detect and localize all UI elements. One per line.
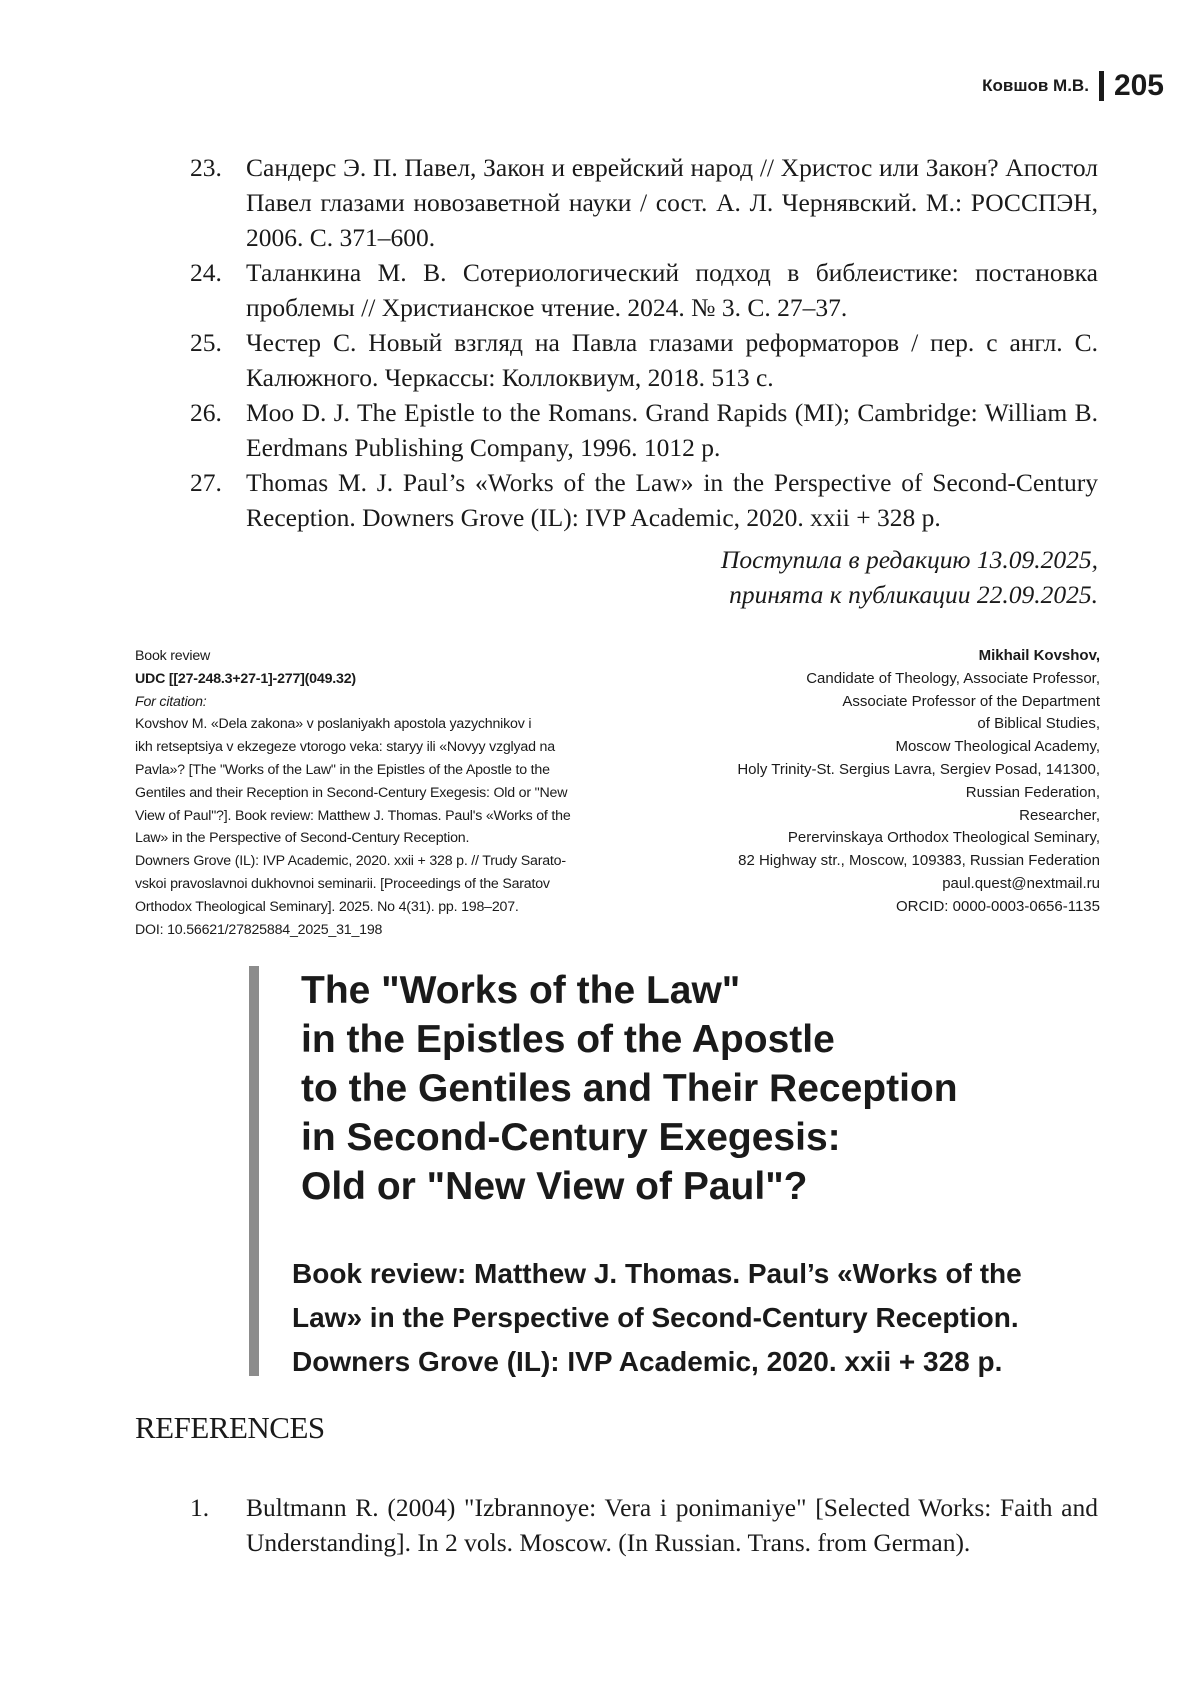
bibliography-item bbox=[190, 150, 1098, 255]
author-info-line: Candidate of Theology, Associate Professor, bbox=[806, 669, 1100, 687]
bibliography-number: 27. bbox=[190, 468, 222, 497]
title-line: in Second-Century Exegesis: bbox=[301, 1116, 841, 1159]
received-dates bbox=[190, 542, 1098, 612]
subtitle-line: Downers Grove (IL): IVP Academic, 2020. xxii + 328 p. bbox=[292, 1346, 1003, 1377]
bibliography-text: Moo D. J. The Epistle to the Romans. Grand Rapids (MI); Cambridge: William B. Eerdmans Publishing Company, 1996. 1012 p. bbox=[246, 398, 1098, 462]
running-head-author: Ковшов М.В. bbox=[982, 76, 1089, 95]
author-name: Mikhail Kovshov, bbox=[978, 647, 1100, 664]
page-number: 205 bbox=[1113, 69, 1164, 102]
citation-line: vskoi pravoslavnoi dukhovnoi seminarii. [Proceedings of the Saratov bbox=[135, 875, 550, 892]
author-orcid: ORCID: 0000-0003-0656-1135 bbox=[895, 897, 1100, 915]
bibliography-number: 25. bbox=[190, 328, 222, 357]
bibliography-list bbox=[190, 150, 1098, 535]
author-info-line: 82 Highway str., Moscow, 109383, Russian Federation bbox=[738, 852, 1100, 870]
bibliography-text: Thomas M. J. Paul’s «Works of the Law» in the Perspective of Second-Century Reception. Downers Grove (IL): IVP Academic, 2020. xxii + 328 p. bbox=[246, 468, 1098, 532]
received-date: Поступила в редакцию 13.09.2025, bbox=[720, 545, 1098, 574]
citation-line: Downers Grove (IL): IVP Academic, 2020. xxii + 328 p. // Trudy Sarato- bbox=[135, 853, 566, 870]
citation-line: View of Paul"?]. Book review: Matthew J. Thomas. Paul's «Works of the bbox=[135, 807, 571, 824]
article-title bbox=[301, 966, 1121, 1211]
bibliography-item bbox=[190, 255, 1098, 325]
references-heading: REFERENCES bbox=[135, 1410, 325, 1445]
references-list bbox=[190, 1490, 1098, 1560]
author-info-line: Perervinskaya Orthodox Theological Seminary, bbox=[787, 829, 1100, 847]
bibliography-number: 23. bbox=[190, 153, 222, 182]
citation-line: Law» in the Perspective of Second-Century Reception. bbox=[135, 830, 470, 847]
bibliography-number: 24. bbox=[190, 258, 222, 287]
running-head-divider bbox=[1099, 71, 1104, 101]
author-info-line: of Biblical Studies, bbox=[977, 715, 1100, 733]
running-head bbox=[982, 66, 1164, 106]
udc-code: UDC [[27-248.3+27-1]-277](049.32) bbox=[135, 670, 356, 687]
citation-label: For citation: bbox=[135, 693, 207, 710]
title-line: in the Epistles of the Apostle bbox=[301, 1018, 835, 1061]
citation-line: Gentiles and their Reception in Second-Century Exegesis: Old or "New bbox=[135, 784, 568, 801]
citation-line: Orthodox Theological Seminary]. 2025. No 4(31). pp. 198–207. bbox=[135, 898, 519, 915]
title-line: The "Works of the Law" bbox=[301, 969, 741, 1012]
author-info-line: Russian Federation, bbox=[965, 783, 1100, 801]
citation-line: Kovshov M. «Dela zakona» v poslaniyakh apostola yazychnikov i bbox=[135, 716, 532, 733]
author-info-line: Researcher, bbox=[1019, 806, 1100, 824]
reference-item bbox=[190, 1490, 1098, 1560]
citation-line: Pavla»? [The "Works of the Law" in the Epistles of the Apostle to the bbox=[135, 761, 550, 778]
doi-line: DOI: 10.56621/27825884_2025_31_198 bbox=[135, 921, 383, 938]
subtitle-line: Book review: Matthew J. Thomas. Paul’s «Works of the bbox=[292, 1258, 1022, 1289]
bibliography-text: Сандерс Э. П. Павел, Закон и еврейский народ // Христос или Закон? Апостол Павел глазами новозаветной науки / сост. А. Л. Чернявский. М.: РОССПЭН, 2006. С. 371–600. bbox=[246, 153, 1098, 252]
bibliography-item bbox=[190, 465, 1098, 535]
author-info-line: Moscow Theological Academy, bbox=[895, 738, 1100, 756]
reference-number: 1. bbox=[190, 1493, 210, 1522]
bibliography-item bbox=[190, 395, 1098, 465]
bibliography-number: 26. bbox=[190, 398, 222, 427]
bibliography-text: Честер С. Новый взгляд на Павла глазами реформаторов / пер. с англ. С. Калюжного. Черкассы: Коллоквиум, 2018. 513 с. bbox=[246, 328, 1098, 392]
title-line: Old or "New View of Paul"? bbox=[301, 1165, 808, 1208]
article-metadata bbox=[135, 645, 635, 941]
citation-line: ikh retseptsiya v ekzegeze vtorogo veka: staryy ili «Novyy vzglyad na bbox=[135, 739, 555, 756]
author-email: paul.quest@nextmail.ru bbox=[942, 874, 1100, 892]
title-accent-bar bbox=[249, 966, 259, 1376]
author-info-line: Holy Trinity-St. Sergius Lavra, Sergiev Posad, 141300, bbox=[737, 760, 1100, 778]
article-type: Book review bbox=[135, 648, 211, 664]
bibliography-item bbox=[190, 325, 1098, 395]
article-subtitle bbox=[292, 1252, 1112, 1384]
author-info-line: Associate Professor of the Department bbox=[842, 692, 1100, 710]
reference-text: Bultmann R. (2004) "Izbrannoye: Vera i ponimaniye" [Selected Works: Faith and Understanding]. In 2 vols. Moscow. (In Russian. Trans. from German). bbox=[246, 1493, 1098, 1557]
author-info bbox=[630, 645, 1100, 919]
accepted-date: принята к публикации 22.09.2025. bbox=[729, 580, 1098, 609]
title-line: to the Gentiles and Their Reception bbox=[301, 1067, 958, 1110]
bibliography-text: Таланкина М. В. Сотериологический подход в библеистике: постановка проблемы // Христианское чтение. 2024. № 3. С. 27–37. bbox=[246, 258, 1098, 322]
subtitle-line: Law» in the Perspective of Second-Century Reception. bbox=[292, 1302, 1019, 1333]
